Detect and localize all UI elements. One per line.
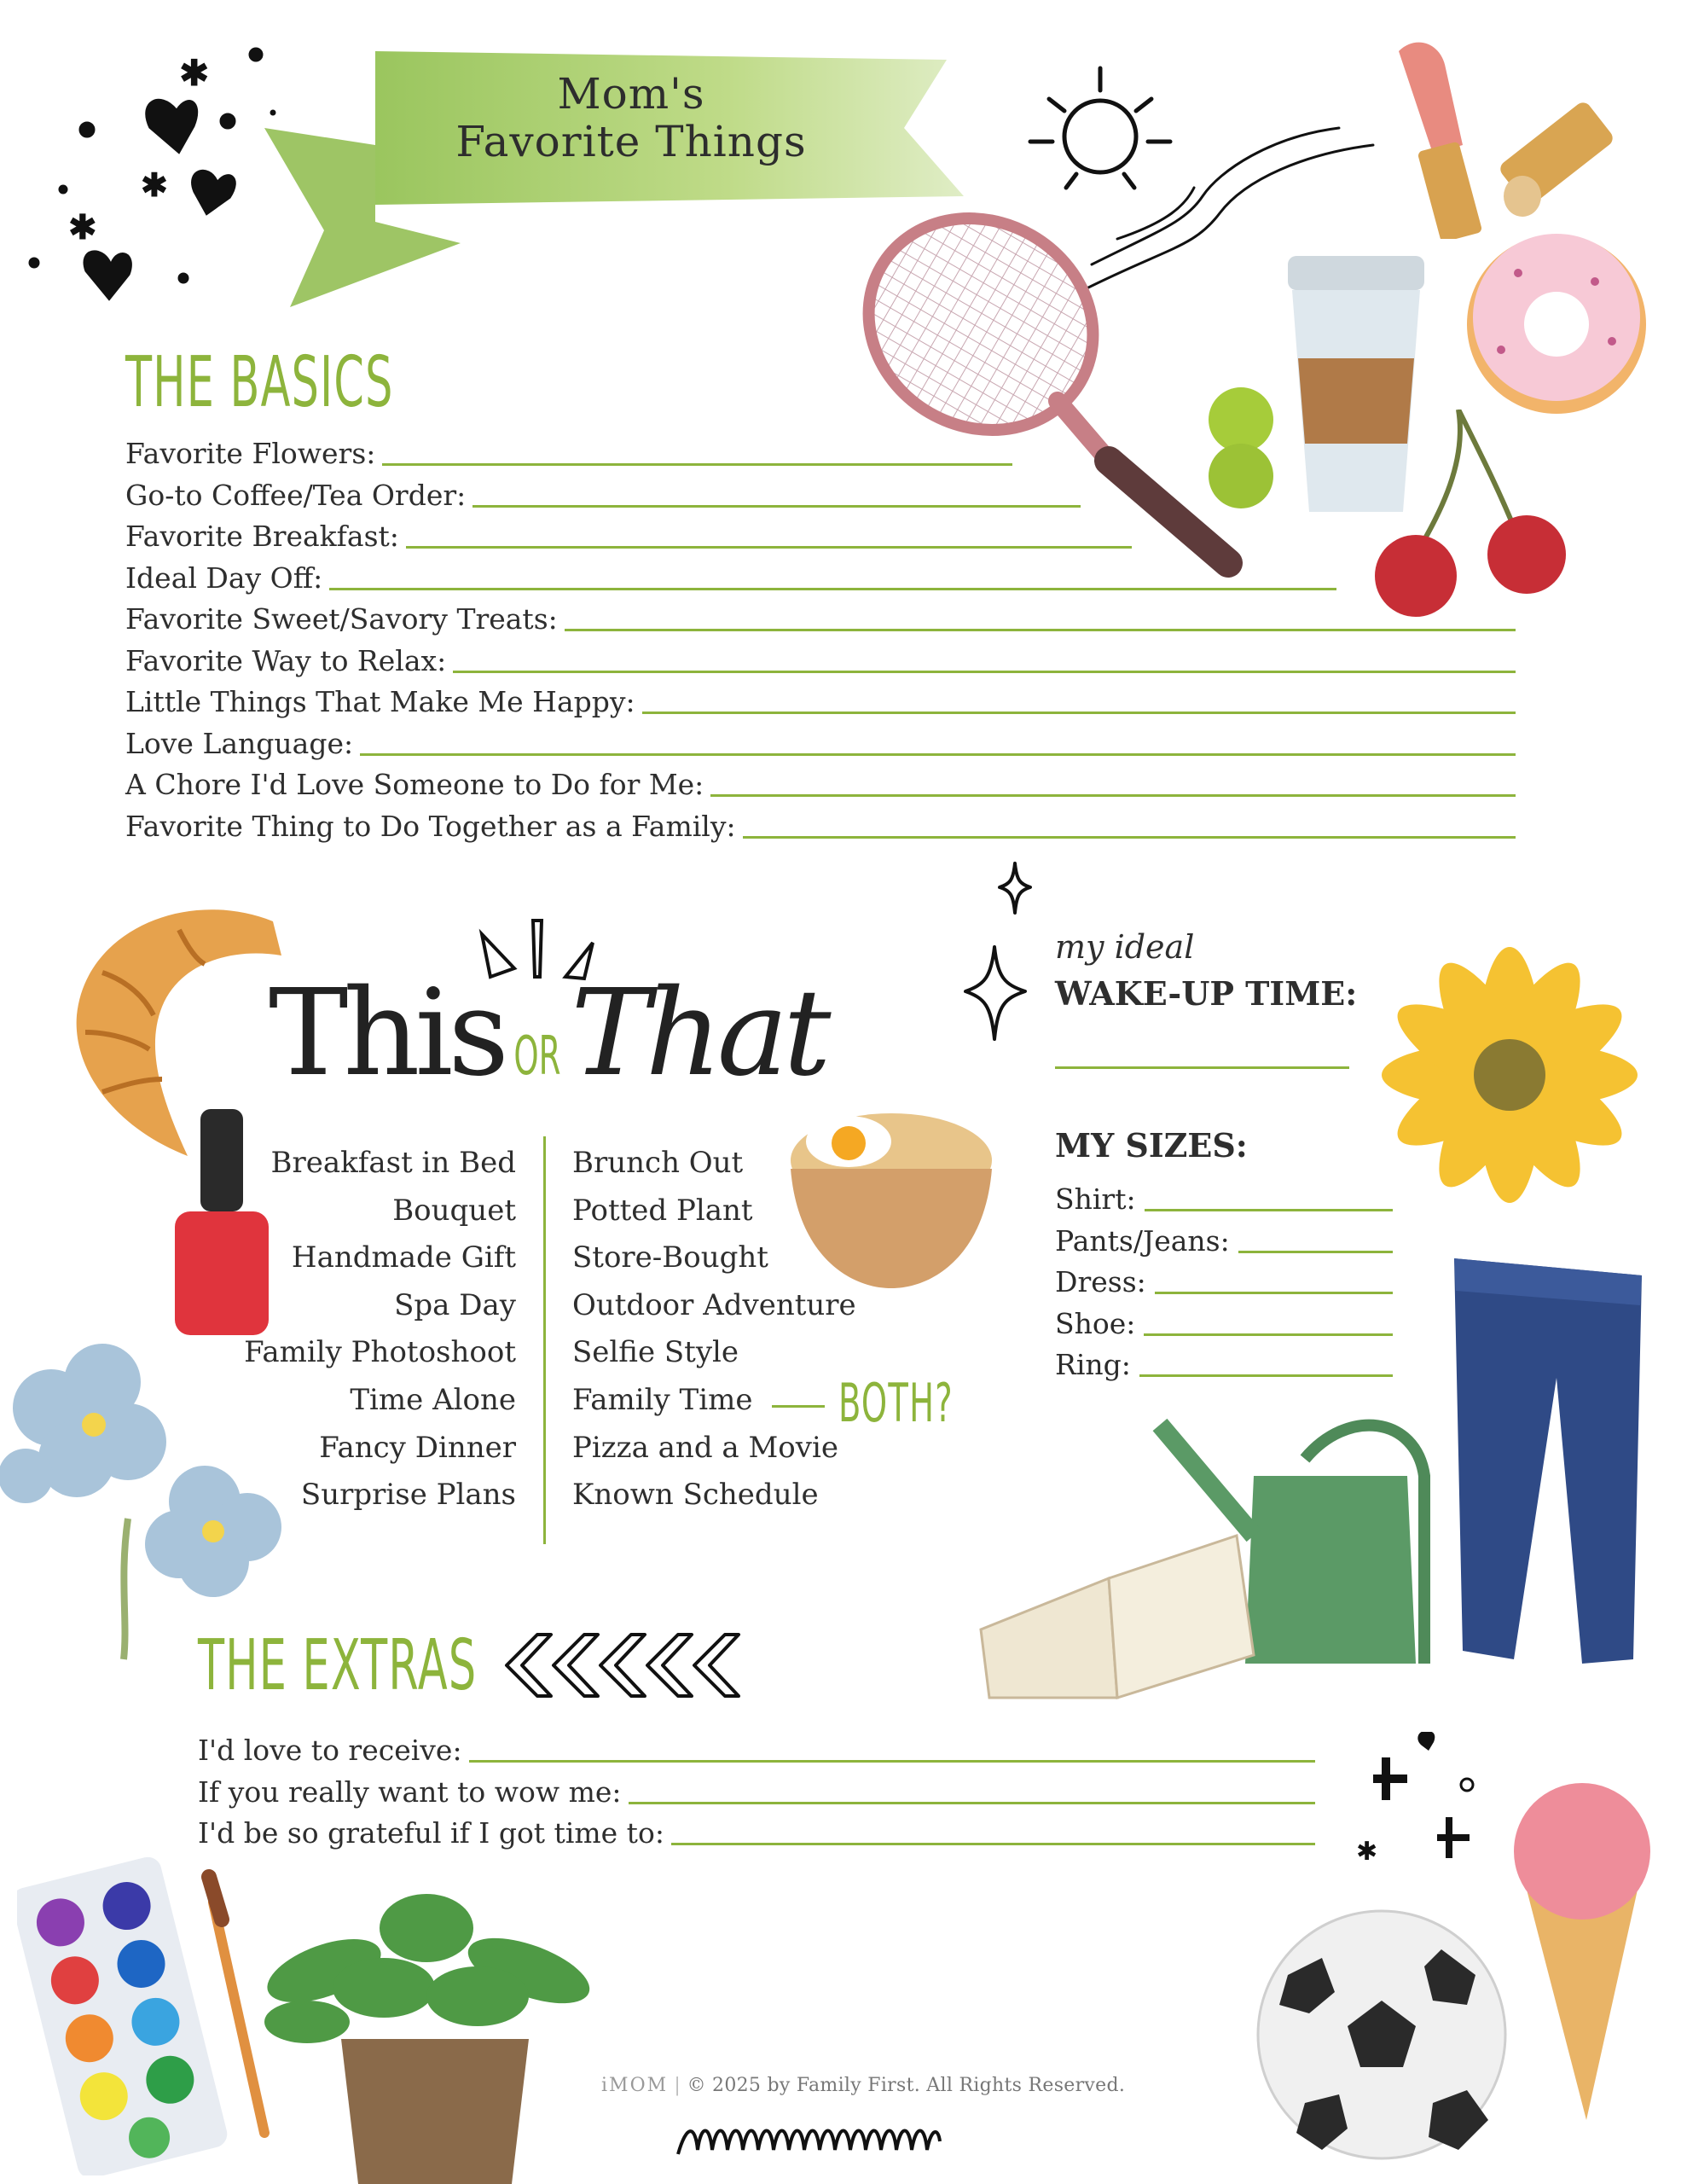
- basics-field[interactable]: [125, 639, 1516, 678]
- basics-field[interactable]: [125, 763, 1516, 802]
- that-option[interactable]: Known Schedule: [572, 1478, 819, 1513]
- basics-field-line[interactable]: [565, 629, 1516, 631]
- basics-field-label: Love Language:: [125, 727, 354, 760]
- size-field[interactable]: [1055, 1302, 1393, 1341]
- size-field[interactable]: [1055, 1177, 1393, 1217]
- basics-field-line[interactable]: [472, 505, 1081, 508]
- basics-field[interactable]: [125, 514, 1132, 554]
- this-option[interactable]: Handmade Gift: [291, 1240, 516, 1275]
- sunflower-icon: [1356, 921, 1663, 1228]
- this-or-that-title: [269, 964, 826, 1103]
- chevrons-icon: [503, 1631, 776, 1699]
- basics-field-label: Ideal Day Off:: [125, 561, 323, 595]
- wake-up-small: my ideal: [1055, 928, 1195, 966]
- that-option[interactable]: Pizza and a Movie: [572, 1430, 838, 1465]
- that-option[interactable]: Brunch Out: [572, 1146, 744, 1180]
- basics-field[interactable]: [125, 597, 1516, 636]
- size-field-line[interactable]: [1238, 1251, 1393, 1253]
- wake-up-title: WAKE-UP TIME:: [1055, 974, 1358, 1013]
- title-or: OR: [513, 1025, 561, 1087]
- basics-field[interactable]: [125, 680, 1516, 719]
- svg-text:✱: ✱: [141, 166, 168, 204]
- basics-field-line[interactable]: [453, 671, 1516, 673]
- cherry-icon: [1373, 410, 1578, 623]
- tennis-ball-icon: [1198, 384, 1284, 512]
- basics-field[interactable]: [125, 432, 1012, 471]
- size-field-line[interactable]: [1155, 1292, 1393, 1294]
- that-column: [572, 1140, 879, 1519]
- banner-title-line2: Favorite Things: [455, 117, 807, 166]
- basics-field[interactable]: [125, 804, 1516, 844]
- title-this: This: [269, 964, 505, 1103]
- footer-divider: |: [674, 2075, 687, 2096]
- basics-field-label: Favorite Way to Relax:: [125, 644, 447, 677]
- size-field-line[interactable]: [1139, 1374, 1393, 1377]
- forget-me-not-icon: [0, 1331, 299, 1664]
- footer-copyright: © 2025 by Family First. All Rights Reserved.: [687, 2075, 1126, 2096]
- svg-text:✱: ✱: [179, 52, 210, 94]
- svg-text:✱: ✱: [68, 208, 97, 247]
- potted-plant-icon: [256, 1877, 606, 2184]
- size-field-label: Dress:: [1055, 1265, 1146, 1298]
- extras-field[interactable]: [198, 1770, 1315, 1809]
- size-field-label: Shoe:: [1055, 1307, 1136, 1340]
- svg-text:✱: ✱: [1356, 1837, 1378, 1867]
- size-field[interactable]: [1055, 1260, 1393, 1299]
- basics-field-label: A Chore I'd Love Someone to Do for Me:: [125, 768, 704, 801]
- basics-field[interactable]: [125, 556, 1336, 595]
- this-option[interactable]: Time Alone: [350, 1382, 516, 1417]
- extras-field-label: I'd be so grateful if I got time to:: [198, 1816, 664, 1850]
- extras-field-line[interactable]: [629, 1802, 1315, 1804]
- extras-field-label: I'd love to receive:: [198, 1734, 462, 1767]
- basics-field[interactable]: [125, 473, 1081, 513]
- basics-field-line[interactable]: [360, 753, 1516, 756]
- basics-field-line[interactable]: [382, 463, 1012, 466]
- donut-icon: [1450, 222, 1663, 427]
- extras-field-line[interactable]: [469, 1760, 1315, 1763]
- both-connector-line: [772, 1405, 825, 1408]
- basics-field-line[interactable]: [710, 794, 1516, 797]
- banner-title: [409, 70, 853, 166]
- size-field[interactable]: [1055, 1343, 1393, 1382]
- sizes-title: MY SIZES:: [1055, 1126, 1248, 1165]
- size-field-label: Ring:: [1055, 1348, 1131, 1381]
- this-option[interactable]: Spa Day: [394, 1287, 516, 1322]
- banner-title-line1: Mom's: [557, 69, 705, 119]
- size-field-label: Pants/Jeans:: [1055, 1224, 1230, 1258]
- this-option[interactable]: Family Photoshoot: [244, 1335, 516, 1370]
- basics-heading: THE BASICS: [125, 342, 394, 423]
- basics-field-line[interactable]: [329, 588, 1336, 590]
- extras-field[interactable]: [198, 1728, 1315, 1768]
- that-option[interactable]: Outdoor Adventure: [572, 1287, 856, 1322]
- basics-field-line[interactable]: [642, 712, 1516, 714]
- this-option[interactable]: Fancy Dinner: [319, 1430, 516, 1465]
- basics-field-line[interactable]: [743, 836, 1516, 839]
- wake-up-line[interactable]: [1055, 1066, 1349, 1069]
- basics-field-label: Go-to Coffee/Tea Order:: [125, 479, 467, 512]
- signature-icon: [674, 2116, 1015, 2167]
- extras-field[interactable]: [198, 1811, 1315, 1850]
- title-that: That: [571, 964, 826, 1103]
- basics-field[interactable]: [125, 722, 1516, 761]
- basics-field-label: Favorite Flowers:: [125, 437, 376, 470]
- that-option[interactable]: Family Time: [572, 1382, 753, 1417]
- lipstick-icon: [1382, 26, 1629, 239]
- book-icon: [972, 1527, 1262, 1706]
- jeans-icon: [1429, 1258, 1650, 1676]
- extras-field-label: If you really want to wow me:: [198, 1775, 622, 1809]
- extras-field-line[interactable]: [671, 1843, 1315, 1845]
- sparkle-cluster-icon: [1352, 1732, 1488, 1868]
- size-field-line[interactable]: [1145, 1209, 1393, 1211]
- basics-field-line[interactable]: [406, 546, 1132, 549]
- both-label: BOTH?: [838, 1372, 954, 1434]
- basics-field-label: Favorite Thing to Do Together as a Family:: [125, 810, 736, 843]
- basics-field-label: Favorite Breakfast:: [125, 520, 399, 553]
- this-option[interactable]: Breakfast in Bed: [270, 1146, 516, 1180]
- sparkle-icon: [964, 862, 1032, 1049]
- this-option[interactable]: Bouquet: [392, 1193, 516, 1228]
- basics-field-label: Little Things That Make Me Happy:: [125, 685, 635, 718]
- that-option[interactable]: Potted Plant: [572, 1193, 753, 1228]
- that-option[interactable]: Store-Bought: [572, 1240, 768, 1275]
- that-option[interactable]: Selfie Style: [572, 1335, 739, 1370]
- soccer-ball-icon: [1254, 1907, 1510, 2163]
- size-field[interactable]: [1055, 1219, 1393, 1258]
- extras-heading: THE EXTRAS: [198, 1625, 478, 1706]
- basics-field-label: Favorite Sweet/Savory Treats:: [125, 602, 558, 636]
- size-field-label: Shirt:: [1055, 1182, 1136, 1216]
- this-that-divider: [543, 1136, 546, 1544]
- footer: [601, 2075, 1125, 2096]
- paint-palette-icon: [17, 1851, 273, 2175]
- ice-cream-icon: [1510, 1770, 1655, 2129]
- size-field-line[interactable]: [1144, 1333, 1393, 1336]
- this-option[interactable]: Surprise Plans: [300, 1478, 516, 1513]
- footer-brand: iMOM: [601, 2075, 669, 2096]
